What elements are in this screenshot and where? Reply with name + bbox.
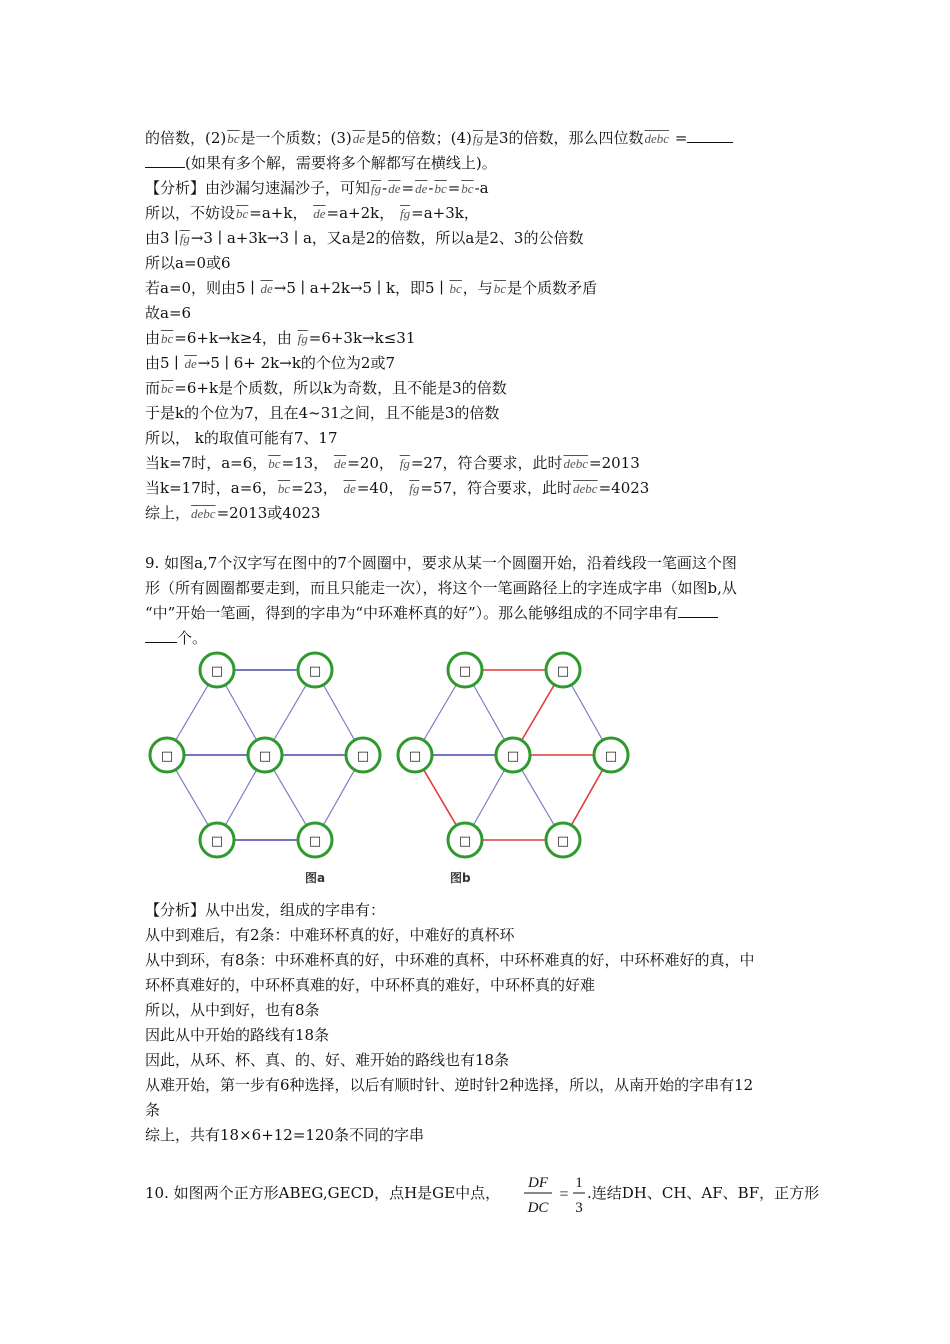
answer-blank-cont — [145, 628, 177, 643]
answer-blank-cont — [145, 153, 185, 168]
figure-b — [398, 653, 628, 885]
p9-analysis-5: 所以，从中到好，也有8条 — [145, 1001, 320, 1019]
node-glyph: □ — [604, 749, 618, 764]
p9-analysis-6: 因此从中开始的路线有18条 — [145, 1026, 330, 1044]
answer-blank — [678, 603, 718, 618]
node-glyph: □ — [458, 664, 472, 679]
p10-question-b: .连结DH、CH、AF、BF，正方形 — [587, 1184, 820, 1202]
p8-line1: 的倍数，$(2)\overline{bc}$是一个质数；$(3)\overline{de}$是5的倍数；$(4)\overline{fg}$是3的倍数，那么四位数debc = — [145, 128, 733, 149]
p8-analysis-6: 故a=6 — [145, 304, 192, 322]
p9-analysis-10: 综上，共有18×6+12=120条不同的字串 — [145, 1126, 425, 1144]
node-glyph: □ — [258, 749, 272, 764]
hexagon-figures — [145, 645, 645, 890]
ratio-denominator: 3 — [575, 1200, 583, 1216]
p8-analysis-12: 当k=7时，a=6，$\overline{bc}=13$， $\overline{de}=20$， $\overline{fg}=27$，符合要求，此时debc=2013 — [145, 454, 640, 472]
node-glyph: □ — [506, 749, 520, 764]
node-glyph: □ — [308, 664, 322, 679]
figure-a-label: 图a — [305, 871, 326, 885]
p9-analysis-4: 环杯真难好的，中环杯真难的好，中环杯真的难好，中环杯真的好难 — [145, 976, 596, 994]
node-glyph: □ — [356, 749, 370, 764]
p8-analysis-9: 而$\overline{bc}=6+k$是个质数，所以k为奇数，且不能是3的倍数 — [145, 379, 507, 397]
p8-analysis-2: 所以，不妨设$\overline{bc}=a+k$， $\overline{de}=a+2k$， $\overline{fg}=a+3k$， — [145, 204, 479, 222]
frac-equals: = — [559, 1186, 569, 1203]
p8-analysis-3: 由3 $∣\overline{fg}\to 3$ ∣ a+3k→3 ∣ a，又a是2的倍数，所以a是2、3的公倍数 — [145, 229, 584, 247]
p9-question-4: 个。 — [145, 628, 207, 648]
p8-analysis-7: 由$\overline{bc}=6+k\to k\ge 4$，由 $\overline{fg}=6+3k\to k\le 31$ — [145, 329, 416, 347]
p10-question-a: 10. 如图两个正方形ABEG,GECD，点H是GE中点， — [145, 1184, 501, 1202]
p9-analysis-8: 从难开始，第一步有6种选择，以后有顺时针、逆时针2种选择，所以，从南开始的字串有12 — [145, 1076, 754, 1094]
node-glyph: □ — [160, 749, 174, 764]
p8-analysis-4: 所以a=0或6 — [145, 254, 231, 272]
node-glyph: □ — [458, 834, 472, 849]
p8-analysis-8: 由5 ∣ $\overline{de}\to 5$ ∣ 6+ 2k→k的个位为2或7 — [145, 354, 396, 372]
answer-blank — [687, 128, 733, 143]
node-glyph: □ — [210, 834, 224, 849]
p9-question-1: 9. 如图a,7个汉字写在图中的7个圆圈中，要求从某一个圆圈开始，沿着线段一笔画这个图 — [145, 554, 737, 572]
node-glyph: □ — [556, 664, 570, 679]
p8-analysis-1: 【分析】由沙漏匀速漏沙子，可知$\overline{fg}-\overline{de}=\overline{de}-\overline{bc}=\overline{bc}-a$ — [145, 179, 489, 197]
figure-b-label: 图b — [450, 871, 471, 885]
node-glyph: □ — [556, 834, 570, 849]
p9-question-3: “中”开始一笔画，得到的字串为“中环难杯真的好”）。那么能够组成的不同字串有 — [145, 603, 718, 623]
node-glyph: □ — [408, 749, 422, 764]
p8-line2: (如果有多个解，需要将多个解都写在横线上)。 — [145, 153, 497, 173]
p9-question-2: 形（所有圆圈都要走到，而且只能走一次），将这个一笔画路径上的字连成字串（如图b,从 — [145, 579, 737, 597]
p8-analysis-11: 所以， k的取值可能有7、17 — [145, 429, 338, 447]
p9-analysis-3: 从中到环，有8条：中环难杯真的好，中环难的真杯，中环杯难真的好，中环杯难好的真，中 — [145, 951, 755, 969]
p9-analysis-7: 因此，从环、杯、真、的、好、难开始的路线也有18条 — [145, 1051, 510, 1069]
node-glyph: □ — [210, 664, 224, 679]
frac-numerator: DF — [528, 1175, 548, 1191]
p8-analysis-14: 综上，debc=2013或4023 — [145, 504, 321, 522]
figure-a — [150, 653, 380, 885]
ratio-numerator: 1 — [575, 1175, 583, 1191]
p8-analysis-13: 当k=17时，a=6，$\overline{bc}=23$， $\overline{de}=40$， $\overline{fg}=57$，符合要求，此时debc=4023 — [145, 479, 650, 497]
p8-analysis-5: 若a=0，则由5 ∣ $\overline{de}\to 5$ ∣ a+2k→5 ∣ k，即5 ∣ $\overline{bc}$，与$\overline{bc}$是个质数矛盾 — [145, 279, 598, 297]
p9-analysis-2: 从中到难后，有2条：中难环杯真的好，中难好的真杯环 — [145, 926, 515, 944]
p9-analysis-9: 条 — [145, 1101, 161, 1119]
node-glyph: □ — [308, 834, 322, 849]
p9-analysis-1: 【分析】从中出发，组成的字串有： — [145, 901, 386, 919]
p8-analysis-10: 于是k的个位为7，且在4~31之间，且不能是3的倍数 — [145, 404, 500, 422]
frac-denominator: DC — [527, 1200, 549, 1216]
